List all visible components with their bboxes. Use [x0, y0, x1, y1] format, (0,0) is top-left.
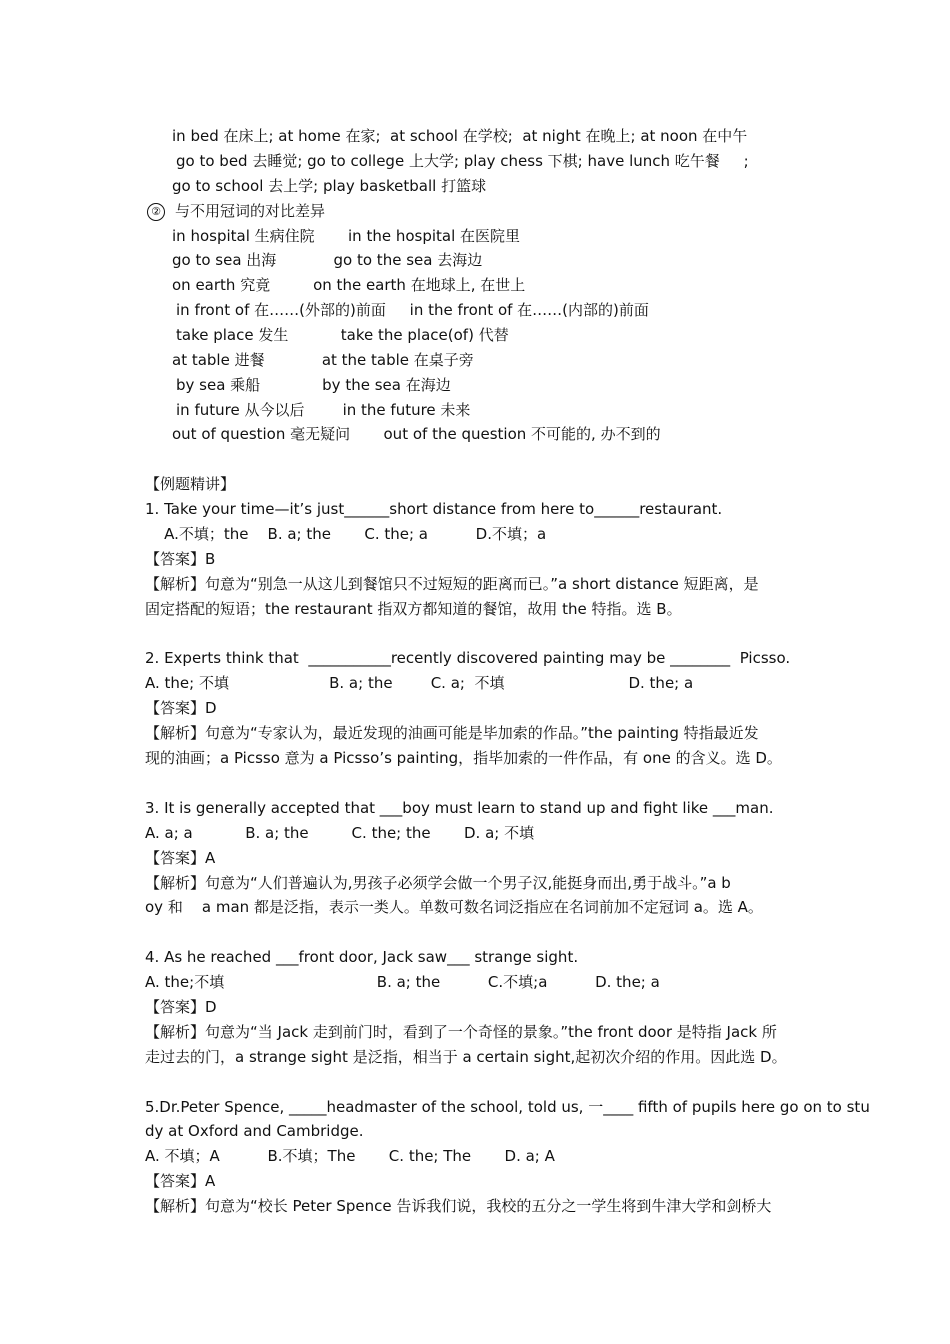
question-3-options: A. a; a B. a; the C. the; the D. a; 不填	[145, 824, 535, 842]
question-4-answer: 【答案】D	[145, 998, 217, 1016]
comparison-pair: in future 从今以后 in the future 未来	[176, 401, 471, 419]
question-5-options: A. 不填；A B.不填；The C. the; The D. a; A	[145, 1147, 555, 1165]
circled-number-marker: ②	[147, 203, 165, 221]
question-5-answer: 【答案】A	[145, 1172, 216, 1190]
question-1-answer: 【答案】B	[145, 550, 216, 568]
question-3-answer: 【答案】A	[145, 849, 216, 867]
comparison-heading-text: 与不用冠词的对比差异	[175, 202, 326, 220]
comparison-pair: on earth 究竟 on the earth 在地球上, 在世上	[172, 276, 526, 294]
comparison-pair: in front of 在……(外部的)前面 in the front of 在……(内部的)前面	[176, 301, 649, 319]
comparison-pair: at table 进餐 at the table 在桌子旁	[172, 351, 474, 369]
question-2-answer: 【答案】D	[145, 699, 217, 717]
comparison-pair: out of question 毫无疑问 out of the question 不可能的, 办不到的	[172, 425, 661, 443]
question-4-analysis: 【解析】句意为“当 Jack 走到前门时，看到了一个奇怪的景象。”the front door 是特指 Jack 所	[145, 1023, 777, 1041]
comparison-pair: in hospital 生病住院 in the hospital 在医院里	[172, 227, 521, 245]
question-5-stem: 5.Dr.Peter Spence, _____headmaster of the school, told us, 一____ fifth of pupils here go on to stu	[145, 1098, 870, 1116]
question-1-stem: 1. Take your time—it’s just______short distance from here to______restaurant.	[145, 500, 723, 518]
usage-line-1: in bed 在床上; at home 在家; at school 在学校; at night 在晚上; at noon 在中午	[172, 127, 748, 145]
question-1-options: A.不填；the B. a; the C. the; a D.不填；a	[145, 525, 547, 543]
examples-heading: 【例题精讲】	[145, 475, 236, 493]
usage-line-3: go to school 去上学; play basketball 打篮球	[172, 177, 487, 195]
question-2-analysis: 【解析】句意为“专家认为，最近发现的油画可能是毕加索的作品。”the painting 特指最近发	[145, 724, 759, 742]
question-3-analysis-cont: oy 和 a man 都是泛指，表示一类人。单数可数名词泛指应在名词前加不定冠词 a。选 A。	[145, 898, 763, 916]
question-2-options: A. the; 不填 B. a; the C. a; 不填 D. the; a	[145, 674, 694, 692]
question-4-stem: 4. As he reached ___front door, Jack saw___ strange sight.	[145, 948, 579, 966]
question-1-analysis-cont: 固定搭配的短语；the restaurant 指双方都知道的餐馆，故用 the 特指。选 B。	[145, 600, 682, 618]
question-5-stem-cont: dy at Oxford and Cambridge.	[145, 1122, 364, 1140]
question-2-stem: 2. Experts think that ___________recently discovered painting may be ________ Picsso.	[145, 649, 791, 667]
comparison-heading	[147, 201, 827, 221]
comparison-pair: go to sea 出海 go to the sea 去海边	[172, 251, 483, 269]
comparison-pair: by sea 乘船 by the sea 在海边	[176, 376, 451, 394]
question-4-analysis-cont: 走过去的门，a strange sight 是泛指，相当于 a certain sight,起初次介绍的作用。因此选 D。	[145, 1048, 787, 1066]
usage-line-2: go to bed 去睡觉; go to college 上大学; play chess 下棋; have lunch 吃午餐 ;	[176, 152, 749, 170]
question-3-analysis: 【解析】句意为“人们普遍认为,男孩子必须学会做一个男子汉,能挺身而出,勇于战斗。”a b	[145, 874, 731, 892]
question-2-analysis-cont: 现的油画；a Picsso 意为 a Picsso’s painting，指毕加索的一件作品，有 one 的含义。选 D。	[145, 749, 782, 767]
question-3-stem: 3. It is generally accepted that ___boy must learn to stand up and fight like ___man.	[145, 799, 774, 817]
question-1-analysis: 【解析】句意为“别急一从这儿到餐馆只不过短短的距离而已。”a short distance 短距离，是	[145, 575, 759, 593]
question-4-options: A. the;不填 B. a; the C.不填;a D. the; a	[145, 973, 660, 991]
question-5-analysis: 【解析】句意为“校长 Peter Spence 告诉我们说，我校的五分之一学生将到牛津大学和剑桥大	[145, 1197, 772, 1215]
comparison-pair: take place 发生 take the place(of) 代替	[176, 326, 509, 344]
